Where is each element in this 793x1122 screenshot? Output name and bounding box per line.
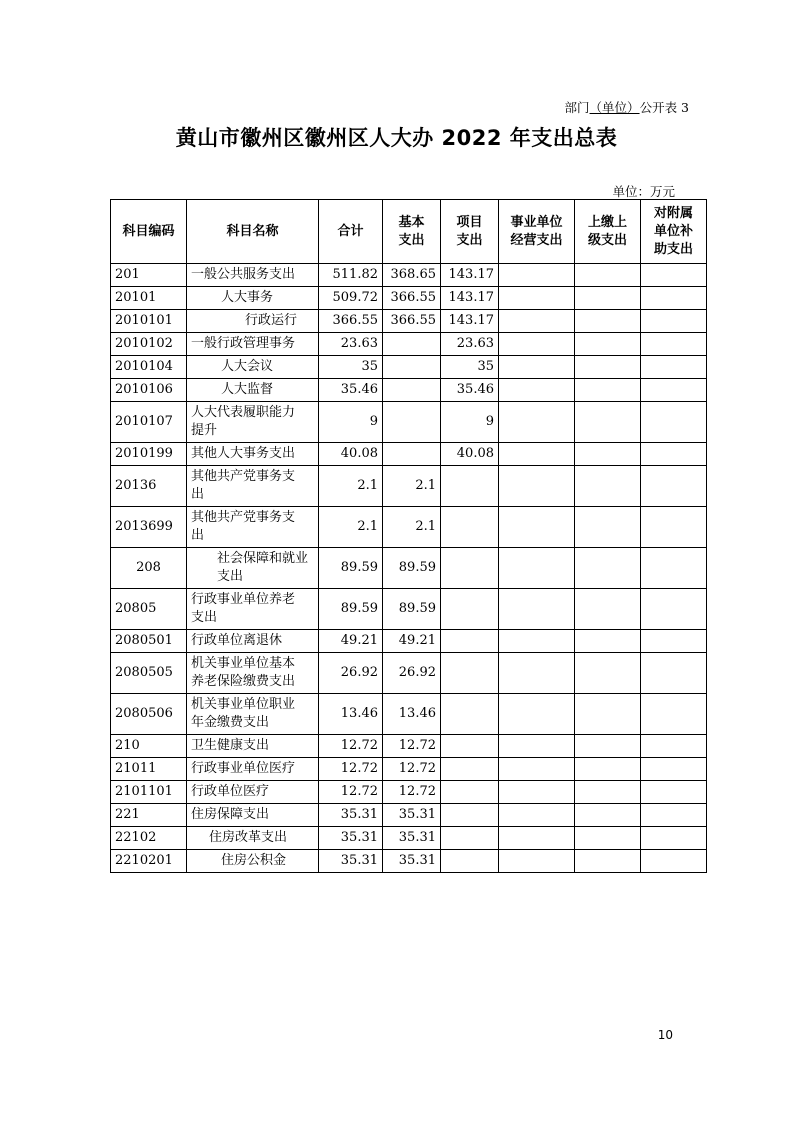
total-cell: 2.1 — [319, 507, 383, 548]
subject-code-cell: 208 — [111, 548, 187, 589]
subject-name-cell: 其他人大事务支出 — [187, 443, 319, 466]
column-header: 上缴上 级支出 — [575, 200, 641, 264]
remit-superior-cell — [575, 653, 641, 694]
total-cell: 509.72 — [319, 287, 383, 310]
basic-expense-cell: 26.92 — [383, 653, 441, 694]
subsidy-cell — [641, 781, 707, 804]
form-number-unit: （单位） — [589, 100, 640, 115]
operating-expense-cell — [499, 653, 575, 694]
subject-code-cell: 2010107 — [111, 402, 187, 443]
project-expense-cell — [441, 653, 499, 694]
remit-superior-cell — [575, 781, 641, 804]
table-row — [111, 264, 707, 287]
subject-code-cell: 2010102 — [111, 333, 187, 356]
basic-expense-cell: 12.72 — [383, 781, 441, 804]
operating-expense-cell — [499, 356, 575, 379]
total-cell: 511.82 — [319, 264, 383, 287]
operating-expense-cell — [499, 850, 575, 873]
subsidy-cell — [641, 630, 707, 653]
total-cell: 35.31 — [319, 827, 383, 850]
remit-superior-cell — [575, 310, 641, 333]
project-expense-cell: 143.17 — [441, 310, 499, 333]
operating-expense-cell — [499, 781, 575, 804]
subsidy-cell — [641, 264, 707, 287]
subsidy-cell — [641, 850, 707, 873]
subject-code-cell: 2010106 — [111, 379, 187, 402]
basic-expense-cell: 89.59 — [383, 589, 441, 630]
subject-code-cell: 2010104 — [111, 356, 187, 379]
subject-name-cell: 其他共产党事务支 出 — [187, 466, 319, 507]
operating-expense-cell — [499, 443, 575, 466]
subsidy-cell — [641, 804, 707, 827]
subsidy-cell — [641, 758, 707, 781]
basic-expense-cell: 368.65 — [383, 264, 441, 287]
subject-code-cell: 2101101 — [111, 781, 187, 804]
project-expense-cell — [441, 827, 499, 850]
subject-name-cell: 社会保障和就业 支出 — [187, 548, 319, 589]
remit-superior-cell — [575, 548, 641, 589]
subject-code-cell: 2080505 — [111, 653, 187, 694]
form-number — [565, 98, 689, 116]
subsidy-cell — [641, 287, 707, 310]
subject-code-cell: 2080506 — [111, 694, 187, 735]
form-number-suffix: 公开表 3 — [639, 100, 689, 115]
total-cell: 12.72 — [319, 758, 383, 781]
basic-expense-cell: 89.59 — [383, 548, 441, 589]
remit-superior-cell — [575, 287, 641, 310]
remit-superior-cell — [575, 589, 641, 630]
subject-name-cell: 行政事业单位养老 支出 — [187, 589, 319, 630]
operating-expense-cell — [499, 310, 575, 333]
total-cell: 49.21 — [319, 630, 383, 653]
basic-expense-cell: 35.31 — [383, 850, 441, 873]
table-row — [111, 758, 707, 781]
operating-expense-cell — [499, 735, 575, 758]
table-row — [111, 630, 707, 653]
total-cell: 35.31 — [319, 804, 383, 827]
total-cell: 26.92 — [319, 653, 383, 694]
project-expense-cell: 40.08 — [441, 443, 499, 466]
subject-code-cell: 201 — [111, 264, 187, 287]
total-cell: 9 — [319, 402, 383, 443]
table-row — [111, 507, 707, 548]
subject-code-cell: 2080501 — [111, 630, 187, 653]
project-expense-cell — [441, 507, 499, 548]
table-row — [111, 781, 707, 804]
basic-expense-cell — [383, 333, 441, 356]
basic-expense-cell — [383, 402, 441, 443]
page-title: 黄山市徽州区徽州区人大办 2022 年支出总表 — [175, 126, 618, 150]
subsidy-cell — [641, 827, 707, 850]
project-expense-cell — [441, 758, 499, 781]
subject-code-cell: 221 — [111, 804, 187, 827]
total-cell: 13.46 — [319, 694, 383, 735]
table-row — [111, 379, 707, 402]
subject-code-cell: 22102 — [111, 827, 187, 850]
remit-superior-cell — [575, 264, 641, 287]
page-number: 10 — [657, 1028, 673, 1042]
project-expense-cell — [441, 466, 499, 507]
subject-code-cell: 20136 — [111, 466, 187, 507]
subsidy-cell — [641, 548, 707, 589]
basic-expense-cell: 49.21 — [383, 630, 441, 653]
subject-name-cell: 人大事务 — [187, 287, 319, 310]
table-row — [111, 333, 707, 356]
table-row — [111, 310, 707, 333]
total-cell: 35.46 — [319, 379, 383, 402]
subject-name-cell: 行政单位医疗 — [187, 781, 319, 804]
column-header: 科目名称 — [187, 200, 319, 264]
total-cell: 2.1 — [319, 466, 383, 507]
subsidy-cell — [641, 356, 707, 379]
remit-superior-cell — [575, 758, 641, 781]
remit-superior-cell — [575, 735, 641, 758]
expenditure-table-wrapper — [110, 199, 706, 873]
subject-name-cell: 人大代表履职能力 提升 — [187, 402, 319, 443]
total-cell: 89.59 — [319, 589, 383, 630]
total-cell: 23.63 — [319, 333, 383, 356]
table-row — [111, 356, 707, 379]
project-expense-cell — [441, 735, 499, 758]
subject-code-cell: 20805 — [111, 589, 187, 630]
project-expense-cell — [441, 548, 499, 589]
basic-expense-cell — [383, 356, 441, 379]
basic-expense-cell: 366.55 — [383, 310, 441, 333]
subject-name-cell: 卫生健康支出 — [187, 735, 319, 758]
subject-name-cell: 人大监督 — [187, 379, 319, 402]
basic-expense-cell: 2.1 — [383, 507, 441, 548]
subsidy-cell — [641, 466, 707, 507]
operating-expense-cell — [499, 589, 575, 630]
subject-name-cell: 行政运行 — [187, 310, 319, 333]
table-row — [111, 466, 707, 507]
subsidy-cell — [641, 443, 707, 466]
project-expense-cell — [441, 850, 499, 873]
operating-expense-cell — [499, 758, 575, 781]
table-row — [111, 653, 707, 694]
subsidy-cell — [641, 379, 707, 402]
remit-superior-cell — [575, 333, 641, 356]
remit-superior-cell — [575, 507, 641, 548]
operating-expense-cell — [499, 548, 575, 589]
subject-code-cell: 210 — [111, 735, 187, 758]
remit-superior-cell — [575, 356, 641, 379]
remit-superior-cell — [575, 850, 641, 873]
project-expense-cell — [441, 804, 499, 827]
subject-code-cell: 2010101 — [111, 310, 187, 333]
total-cell: 89.59 — [319, 548, 383, 589]
total-cell: 35.31 — [319, 850, 383, 873]
remit-superior-cell — [575, 443, 641, 466]
total-cell: 40.08 — [319, 443, 383, 466]
operating-expense-cell — [499, 379, 575, 402]
operating-expense-cell — [499, 507, 575, 548]
basic-expense-cell: 366.55 — [383, 287, 441, 310]
subsidy-cell — [641, 694, 707, 735]
column-header: 事业单位 经营支出 — [499, 200, 575, 264]
basic-expense-cell — [383, 443, 441, 466]
project-expense-cell — [441, 781, 499, 804]
table-row — [111, 694, 707, 735]
project-expense-cell — [441, 630, 499, 653]
subsidy-cell — [641, 310, 707, 333]
operating-expense-cell — [499, 694, 575, 735]
subject-name-cell: 住房改革支出 — [187, 827, 319, 850]
total-cell: 35 — [319, 356, 383, 379]
remit-superior-cell — [575, 466, 641, 507]
project-expense-cell: 143.17 — [441, 287, 499, 310]
project-expense-cell — [441, 589, 499, 630]
subject-name-cell: 行政事业单位医疗 — [187, 758, 319, 781]
column-header: 基本 支出 — [383, 200, 441, 264]
project-expense-cell: 9 — [441, 402, 499, 443]
project-expense-cell: 35 — [441, 356, 499, 379]
subsidy-cell — [641, 589, 707, 630]
subject-name-cell: 住房保障支出 — [187, 804, 319, 827]
total-cell: 12.72 — [319, 781, 383, 804]
remit-superior-cell — [575, 827, 641, 850]
subject-name-cell: 人大会议 — [187, 356, 319, 379]
remit-superior-cell — [575, 694, 641, 735]
remit-superior-cell — [575, 402, 641, 443]
operating-expense-cell — [499, 630, 575, 653]
table-header-row — [111, 200, 707, 264]
subsidy-cell — [641, 507, 707, 548]
basic-expense-cell: 13.46 — [383, 694, 441, 735]
basic-expense-cell: 35.31 — [383, 827, 441, 850]
basic-expense-cell — [383, 379, 441, 402]
subject-name-cell: 其他共产党事务支 出 — [187, 507, 319, 548]
table-row — [111, 287, 707, 310]
project-expense-cell: 23.63 — [441, 333, 499, 356]
operating-expense-cell — [499, 804, 575, 827]
subject-name-cell: 机关事业单位基本 养老保险缴费支出 — [187, 653, 319, 694]
subject-code-cell: 2013699 — [111, 507, 187, 548]
subject-name-cell: 住房公积金 — [187, 850, 319, 873]
remit-superior-cell — [575, 379, 641, 402]
subject-code-cell: 2010199 — [111, 443, 187, 466]
subsidy-cell — [641, 333, 707, 356]
subject-code-cell: 2210201 — [111, 850, 187, 873]
column-header: 科目编码 — [111, 200, 187, 264]
subject-name-cell: 一般行政管理事务 — [187, 333, 319, 356]
unit-label: 单位：万元 — [612, 184, 675, 199]
subsidy-cell — [641, 653, 707, 694]
column-header: 项目 支出 — [441, 200, 499, 264]
subject-code-cell: 21011 — [111, 758, 187, 781]
expenditure-table — [110, 199, 707, 873]
basic-expense-cell: 12.72 — [383, 758, 441, 781]
column-header: 对附属 单位补 助支出 — [641, 200, 707, 264]
basic-expense-cell: 12.72 — [383, 735, 441, 758]
project-expense-cell — [441, 694, 499, 735]
table-row — [111, 589, 707, 630]
table-body — [111, 264, 707, 873]
operating-expense-cell — [499, 287, 575, 310]
column-header: 合计 — [319, 200, 383, 264]
operating-expense-cell — [499, 466, 575, 507]
subject-code-cell: 20101 — [111, 287, 187, 310]
table-row — [111, 827, 707, 850]
total-cell: 12.72 — [319, 735, 383, 758]
operating-expense-cell — [499, 264, 575, 287]
operating-expense-cell — [499, 333, 575, 356]
subsidy-cell — [641, 735, 707, 758]
subject-name-cell: 一般公共服务支出 — [187, 264, 319, 287]
table-row — [111, 548, 707, 589]
table-row — [111, 804, 707, 827]
subject-name-cell: 行政单位离退休 — [187, 630, 319, 653]
remit-superior-cell — [575, 804, 641, 827]
remit-superior-cell — [575, 630, 641, 653]
table-row — [111, 850, 707, 873]
project-expense-cell: 143.17 — [441, 264, 499, 287]
basic-expense-cell: 2.1 — [383, 466, 441, 507]
operating-expense-cell — [499, 827, 575, 850]
table-row — [111, 443, 707, 466]
basic-expense-cell: 35.31 — [383, 804, 441, 827]
table-row — [111, 402, 707, 443]
subsidy-cell — [641, 402, 707, 443]
table-row — [111, 735, 707, 758]
project-expense-cell: 35.46 — [441, 379, 499, 402]
total-cell: 366.55 — [319, 310, 383, 333]
operating-expense-cell — [499, 402, 575, 443]
form-number-prefix: 部门 — [564, 100, 590, 115]
subject-name-cell: 机关事业单位职业 年金缴费支出 — [187, 694, 319, 735]
